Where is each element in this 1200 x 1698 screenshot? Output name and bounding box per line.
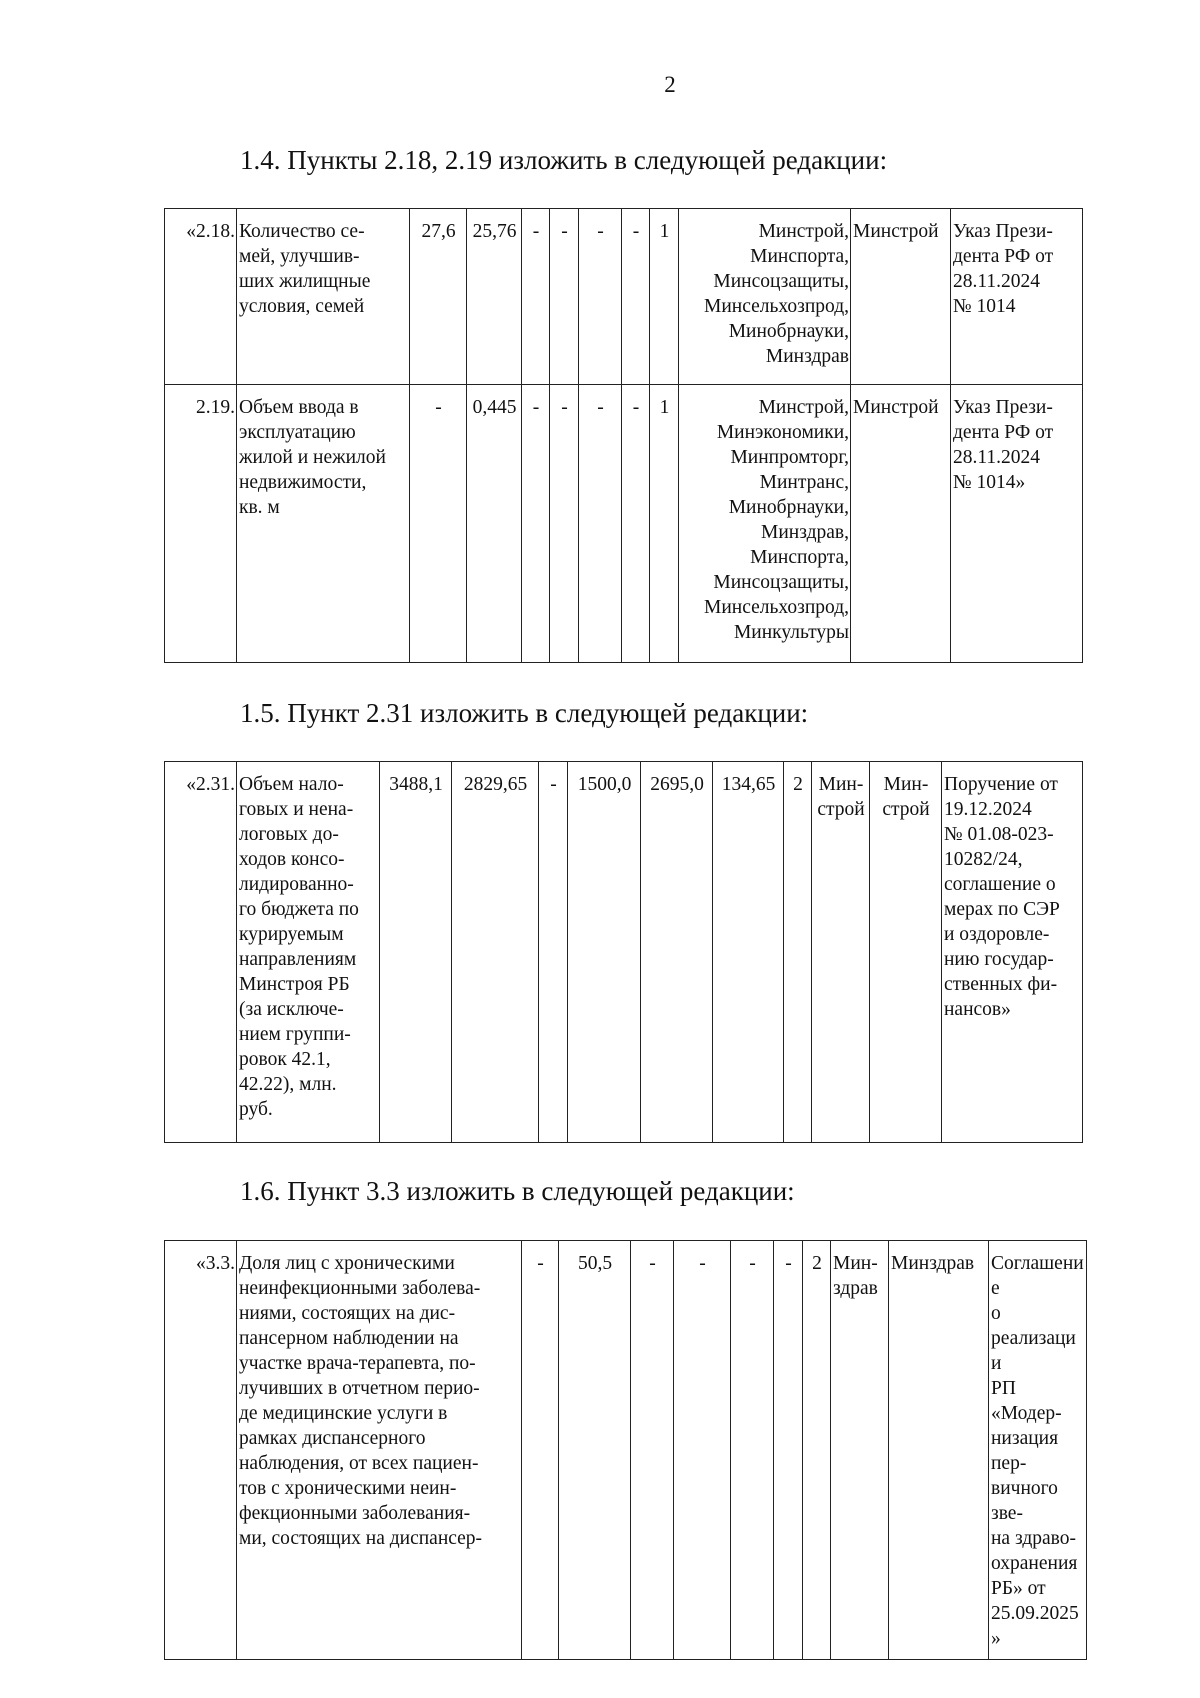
- item-number: «3.3.: [165, 1241, 237, 1660]
- table-row-2-18: [165, 209, 1083, 385]
- value-cell: 1: [650, 209, 679, 385]
- table-row-2-19: [165, 385, 1083, 663]
- table-section-1-5: [164, 761, 1083, 1143]
- value-cell: -: [579, 385, 622, 663]
- section-1-6-heading: 1.6. Пункт 3.3 изложить в следующей редакции:: [240, 1176, 795, 1206]
- item-number: 2.19.: [165, 385, 237, 663]
- value-cell: 2: [784, 762, 812, 1143]
- value-cell: -: [522, 385, 550, 663]
- value-cell: -: [579, 209, 622, 385]
- responsible-cell: Мин- строй: [870, 762, 942, 1143]
- value-cell: 1500,0: [568, 762, 641, 1143]
- value-cell: 134,65: [713, 762, 784, 1143]
- value-cell: 1: [650, 385, 679, 663]
- value-cell: 3488,1: [380, 762, 452, 1143]
- basis-cell: Поручение от 19.12.2024 № 01.08-023- 10282/24, соглашение о мерах по СЭР и оздоровле- нию государ- ственных фи- нансов»: [942, 762, 1083, 1143]
- indicator-name: Доля лиц с хроническими неинфекционными заболева- ниями, состоящих на дис- пансерном наблюдении на участке врача-терапевта, по- лучивших в отчетном перио- де медицинские услуги в рамках диспансерного наблюдения, от всех пациен- тов с хроническими неин- фекционными заболевания- ми, состоящих на диспансер-: [237, 1241, 522, 1660]
- page-number: 2: [664, 72, 676, 97]
- value-cell: -: [550, 209, 579, 385]
- value-cell: 2695,0: [641, 762, 713, 1143]
- responsible-cell: Минздрав: [889, 1241, 989, 1660]
- value-cell: -: [410, 385, 467, 663]
- responsible-cell: Минстрой: [851, 385, 951, 663]
- value-cell: 25,76: [467, 209, 522, 385]
- table-section-1-4: [164, 208, 1083, 663]
- item-number: «2.18.: [165, 209, 237, 385]
- responsible-cell: Минстрой: [851, 209, 951, 385]
- basis-cell: Соглашение о реализации РП «Модер- низация пер- вичного зве- на здраво- охранения РБ» от 25.09.2025»: [989, 1241, 1087, 1660]
- value-cell: -: [774, 1241, 803, 1660]
- executors-cell: Минстрой, Минэкономики, Минпромторг, Минтранс, Минобрнауки, Минздрав, Минспорта, Минсоцзащиты, Минсельхозпрод, Минкультуры: [679, 385, 851, 663]
- section-1-5-heading: 1.5. Пункт 2.31 изложить в следующей редакции:: [240, 698, 809, 728]
- indicator-name: Объем нало- говых и нена- логовых до- ходов консо- лидированно- го бюджета по курируемым направлениям Минстроя РБ (за исключе- нием группи- ровок 42.1, 42.22), млн. руб.: [237, 762, 380, 1143]
- value-cell: 0,445: [467, 385, 522, 663]
- value-cell: 2829,65: [452, 762, 539, 1143]
- section-1-4-heading: 1.4. Пункты 2.18, 2.19 изложить в следующей редакции:: [240, 145, 888, 175]
- executors-cell: Мин- здрав: [831, 1241, 889, 1660]
- item-number: «2.31.: [165, 762, 237, 1143]
- basis-cell: Указ Прези- дента РФ от 28.11.2024 № 1014»: [951, 385, 1083, 663]
- indicator-name: Количество се- мей, улучшив- ших жилищные условия, семей: [237, 209, 410, 385]
- value-cell: -: [522, 1241, 559, 1660]
- value-cell: -: [550, 385, 579, 663]
- executors-cell: Мин- строй: [812, 762, 870, 1143]
- value-cell: 50,5: [559, 1241, 631, 1660]
- table-section-1-6: [164, 1240, 1087, 1660]
- executors-cell: Минстрой, Минспорта, Минсоцзащиты, Минсельхозпрод, Минобрнауки, Минздрав: [679, 209, 851, 385]
- value-cell: -: [522, 209, 550, 385]
- value-cell: 27,6: [410, 209, 467, 385]
- value-cell: -: [622, 385, 650, 663]
- value-cell: -: [631, 1241, 674, 1660]
- value-cell: -: [622, 209, 650, 385]
- value-cell: -: [731, 1241, 774, 1660]
- value-cell: 2: [803, 1241, 831, 1660]
- indicator-name: Объем ввода в эксплуатацию жилой и нежилой недвижимости, кв. м: [237, 385, 410, 663]
- basis-cell: Указ Прези- дента РФ от 28.11.2024 № 1014: [951, 209, 1083, 385]
- table-row-2-31: [165, 762, 1083, 1143]
- value-cell: -: [674, 1241, 731, 1660]
- value-cell: -: [539, 762, 568, 1143]
- table-row-3-3: [165, 1241, 1087, 1660]
